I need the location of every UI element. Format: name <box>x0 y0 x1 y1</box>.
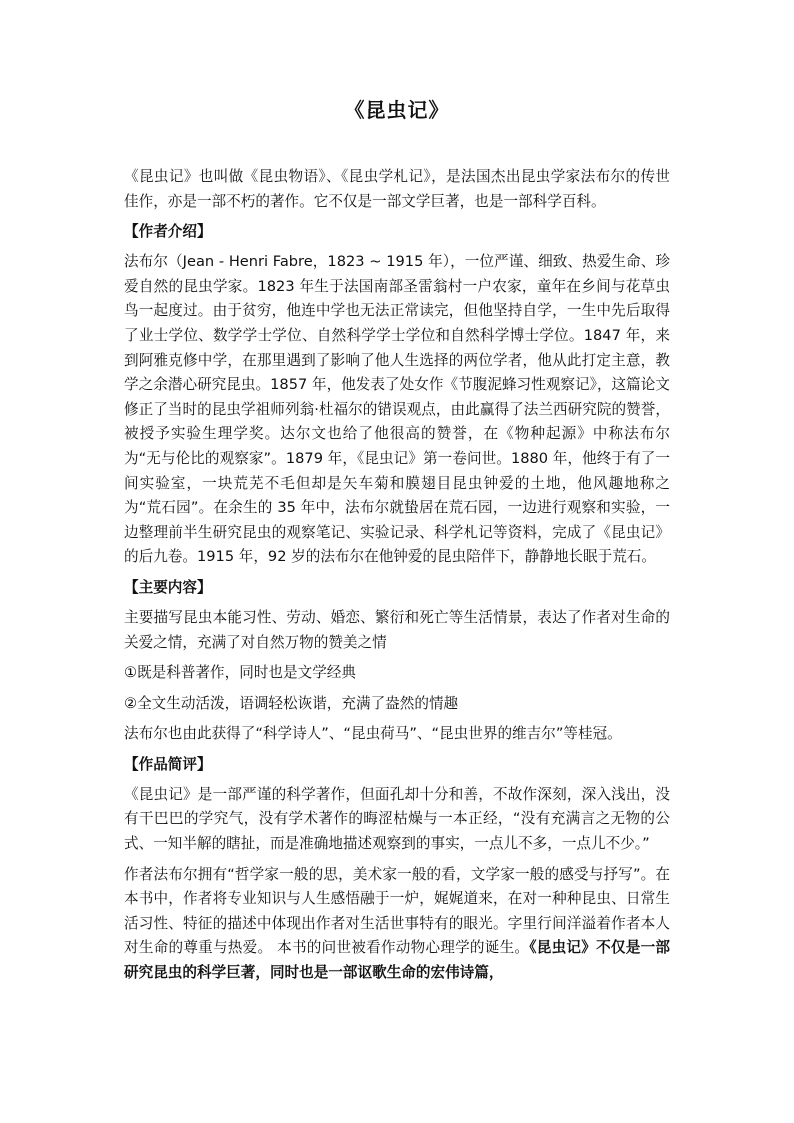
review-paragraph-1: 《昆虫记》是一部严谨的科学著作，但面孔却十分和善，不故作深刻，深入浅出，没有干巴巴的学究气，没有学术著作的晦涩枯燥与一本正经，“没有充满言之无物的公式、一知半解的瞎扯，而是准确地描述观察到的事实，一点儿不多，一点儿不少。” <box>124 785 670 853</box>
honor-paragraph: 法布尔也由此获得了“科学诗人”、“昆虫荷马”、“昆虫世界的维吉尔”等桂冠。 <box>124 725 622 743</box>
point-1: ①既是科普著作，同时也是文学经典 <box>124 664 356 682</box>
author-heading: 【作者介绍】 <box>124 223 212 241</box>
review-bold-text: 《昆虫记》不仅是一部研究昆虫的科学巨著，同时也是一部讴歌生命的宏伟诗篇， <box>124 939 670 982</box>
author-paragraph: 法布尔（Jean - Henri Fabre，1823 ~ 1915 年），一位严谨、细致、热爱生命、珍爱自然的昆虫学家。1823 年生于法国南部圣雷翁村一户农家，童年在乡间与花草虫鸟一起度过。由于贫穷，他连中学也无法正常读完，但他坚持自学，一生中先后取得了业士学位、数学学士学位、自然科学学士学位和自然科学博士学位。1847 年，来到阿雅克修中学，在那里遇到了影响了他人生选择的两位学者，他从此打定主意，教学之余潜心研究昆虫。1857 年，他发表了处女作《节腹泥蜂习性观察记》，这篇论文修正了当时的昆虫学祖师列翁·杜福尔的错误观点，由此赢得了法兰西研究院的赞誉，被授予实验生理学奖。达尔文也给了他很高的赞誉，在《物种起源》中称法布尔为“无与伦比的观察家”。1879 年，《昆虫记》第一卷问世。1880 年，他终于有了一间实验室，一块荒芜不毛但却是矢车菊和膜翅目昆虫钟爱的土地，他风趣地称之为“荒石园”。在余生的 35 年中，法布尔就蛰居在荒石园，一边进行观察和实验，一边整理前半生研究昆虫的观察笔记、实验记录、科学札记等资料，完成了《昆虫记》的后九卷。1915 年，92 岁的法布尔在他钟爱的昆虫陪伴下，静静地长眠于荒石。 <box>124 253 670 566</box>
document-title: 《昆虫记》 <box>344 98 450 122</box>
content-paragraph: 主要描写昆虫本能习性、劳动、婚恋、繁衍和死亡等生活情景，表达了作者对生命的关爱之情，充满了对自然万物的赞美之情 <box>124 608 670 651</box>
point-2: ②全文生动活泼，语调轻松诙谐，充满了盎然的情趣 <box>124 694 459 712</box>
intro-paragraph: 《昆虫记》也叫做《昆虫物语》、《昆虫学札记》，是法国杰出昆虫学家法布尔的传世佳作，亦是一部不朽的著作。它不仅是一部文学巨著，也是一部科学百科。 <box>124 168 670 210</box>
content-heading: 【主要内容】 <box>124 578 212 596</box>
review-paragraph-2 <box>124 863 670 986</box>
review-text-2: 作者法布尔拥有“哲学家一般的思，美术家一般的看，文学家一般的感受与抒写”。在本书中，作者将专业知识与人生感悟融于一炉，娓娓道来，在对一种种昆虫、日常生活习性、特征的描述中体现出作者对生活世事特有的眼光。字里行间洋溢着作者本人对生命的尊重与热爱。 本书的问世被看作动物心理学的诞生。 <box>124 865 670 957</box>
review-heading: 【作品简评】 <box>124 755 212 773</box>
